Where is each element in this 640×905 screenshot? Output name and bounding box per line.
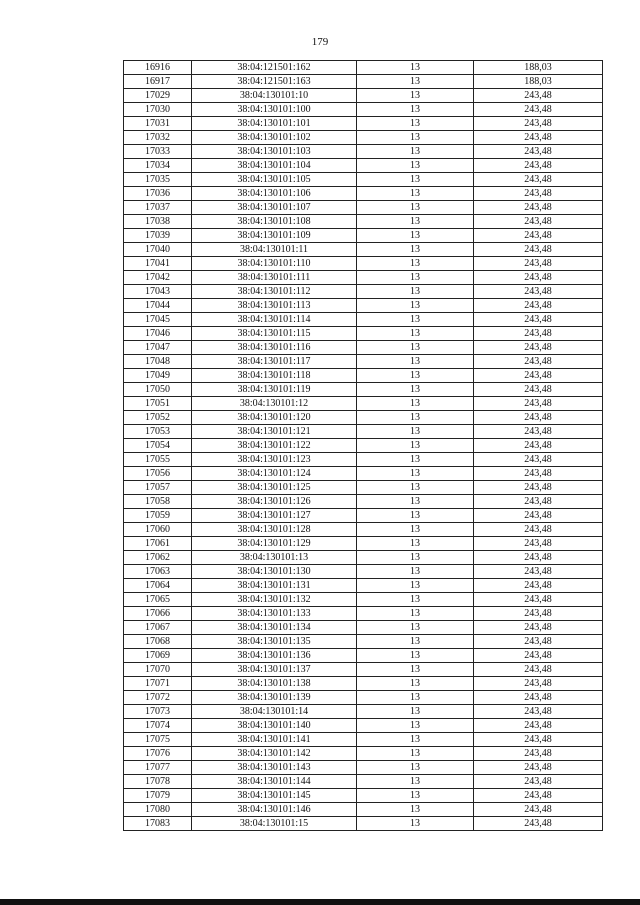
table-row xyxy=(124,75,603,89)
zone-code-cell: 13 xyxy=(357,397,474,411)
row-number-cell: 17030 xyxy=(124,103,192,117)
row-number-cell: 17055 xyxy=(124,453,192,467)
row-number-cell: 17053 xyxy=(124,425,192,439)
table-row xyxy=(124,691,603,705)
value-cell: 243,48 xyxy=(474,271,603,285)
registry-table-body xyxy=(124,61,603,831)
value-cell: 243,48 xyxy=(474,327,603,341)
zone-code-cell: 13 xyxy=(357,313,474,327)
zone-code-cell: 13 xyxy=(357,635,474,649)
cadastral-number-cell: 38:04:130101:139 xyxy=(192,691,357,705)
table-row xyxy=(124,425,603,439)
row-number-cell: 17050 xyxy=(124,383,192,397)
zone-code-cell: 13 xyxy=(357,537,474,551)
cadastral-number-cell: 38:04:130101:12 xyxy=(192,397,357,411)
cadastral-number-cell: 38:04:130101:128 xyxy=(192,523,357,537)
zone-code-cell: 13 xyxy=(357,551,474,565)
cadastral-number-cell: 38:04:130101:119 xyxy=(192,383,357,397)
row-number-cell: 17049 xyxy=(124,369,192,383)
value-cell: 243,48 xyxy=(474,201,603,215)
row-number-cell: 17059 xyxy=(124,509,192,523)
table-row xyxy=(124,621,603,635)
page-number: 179 xyxy=(311,36,329,48)
row-number-cell: 17065 xyxy=(124,593,192,607)
cadastral-number-cell: 38:04:130101:14 xyxy=(192,705,357,719)
row-number-cell: 17054 xyxy=(124,439,192,453)
row-number-cell: 17042 xyxy=(124,271,192,285)
zone-code-cell: 13 xyxy=(357,481,474,495)
zone-code-cell: 13 xyxy=(357,89,474,103)
cadastral-number-cell: 38:04:130101:125 xyxy=(192,481,357,495)
table-row xyxy=(124,789,603,803)
zone-code-cell: 13 xyxy=(357,61,474,75)
value-cell: 243,48 xyxy=(474,621,603,635)
row-number-cell: 17076 xyxy=(124,747,192,761)
cadastral-number-cell: 38:04:130101:127 xyxy=(192,509,357,523)
value-cell: 243,48 xyxy=(474,299,603,313)
value-cell: 243,48 xyxy=(474,495,603,509)
value-cell: 243,48 xyxy=(474,145,603,159)
table-row xyxy=(124,803,603,817)
table-row xyxy=(124,719,603,733)
row-number-cell: 17047 xyxy=(124,341,192,355)
row-number-cell: 17034 xyxy=(124,159,192,173)
row-number-cell: 17031 xyxy=(124,117,192,131)
table-row xyxy=(124,369,603,383)
zone-code-cell: 13 xyxy=(357,565,474,579)
row-number-cell: 17067 xyxy=(124,621,192,635)
row-number-cell: 17045 xyxy=(124,313,192,327)
table-row xyxy=(124,453,603,467)
cadastral-number-cell: 38:04:130101:133 xyxy=(192,607,357,621)
value-cell: 243,48 xyxy=(474,705,603,719)
value-cell: 243,48 xyxy=(474,817,603,831)
value-cell: 243,48 xyxy=(474,397,603,411)
row-number-cell: 17044 xyxy=(124,299,192,313)
cadastral-number-cell: 38:04:130101:11 xyxy=(192,243,357,257)
row-number-cell: 17074 xyxy=(124,719,192,733)
cadastral-number-cell: 38:04:130101:104 xyxy=(192,159,357,173)
table-row xyxy=(124,733,603,747)
row-number-cell: 17037 xyxy=(124,201,192,215)
cadastral-number-cell: 38:04:130101:135 xyxy=(192,635,357,649)
table-row xyxy=(124,439,603,453)
cadastral-number-cell: 38:04:130101:123 xyxy=(192,453,357,467)
zone-code-cell: 13 xyxy=(357,733,474,747)
value-cell: 243,48 xyxy=(474,719,603,733)
cadastral-number-cell: 38:04:130101:115 xyxy=(192,327,357,341)
zone-code-cell: 13 xyxy=(357,285,474,299)
row-number-cell: 17061 xyxy=(124,537,192,551)
value-cell: 243,48 xyxy=(474,663,603,677)
cadastral-number-cell: 38:04:130101:126 xyxy=(192,495,357,509)
table-row xyxy=(124,775,603,789)
table-row xyxy=(124,509,603,523)
value-cell: 243,48 xyxy=(474,467,603,481)
zone-code-cell: 13 xyxy=(357,663,474,677)
zone-code-cell: 13 xyxy=(357,439,474,453)
zone-code-cell: 13 xyxy=(357,173,474,187)
table-row xyxy=(124,61,603,75)
zone-code-cell: 13 xyxy=(357,341,474,355)
zone-code-cell: 13 xyxy=(357,411,474,425)
zone-code-cell: 13 xyxy=(357,621,474,635)
zone-code-cell: 13 xyxy=(357,159,474,173)
value-cell: 243,48 xyxy=(474,607,603,621)
row-number-cell: 17077 xyxy=(124,761,192,775)
cadastral-number-cell: 38:04:130101:109 xyxy=(192,229,357,243)
row-number-cell: 17048 xyxy=(124,355,192,369)
row-number-cell: 17083 xyxy=(124,817,192,831)
cadastral-number-cell: 38:04:130101:100 xyxy=(192,103,357,117)
table-row xyxy=(124,173,603,187)
cadastral-number-cell: 38:04:130101:134 xyxy=(192,621,357,635)
zone-code-cell: 13 xyxy=(357,509,474,523)
table-row xyxy=(124,327,603,341)
value-cell: 243,48 xyxy=(474,537,603,551)
value-cell: 243,48 xyxy=(474,257,603,271)
zone-code-cell: 13 xyxy=(357,145,474,159)
row-number-cell: 17070 xyxy=(124,663,192,677)
value-cell: 243,48 xyxy=(474,187,603,201)
cadastral-number-cell: 38:04:130101:103 xyxy=(192,145,357,159)
table-row xyxy=(124,705,603,719)
value-cell: 243,48 xyxy=(474,411,603,425)
zone-code-cell: 13 xyxy=(357,817,474,831)
cadastral-number-cell: 38:04:130101:143 xyxy=(192,761,357,775)
cadastral-number-cell: 38:04:130101:110 xyxy=(192,257,357,271)
cadastral-number-cell: 38:04:130101:116 xyxy=(192,341,357,355)
value-cell: 188,03 xyxy=(474,75,603,89)
zone-code-cell: 13 xyxy=(357,523,474,537)
row-number-cell: 17078 xyxy=(124,775,192,789)
zone-code-cell: 13 xyxy=(357,747,474,761)
table-row xyxy=(124,131,603,145)
value-cell: 243,48 xyxy=(474,649,603,663)
zone-code-cell: 13 xyxy=(357,229,474,243)
cadastral-number-cell: 38:04:130101:142 xyxy=(192,747,357,761)
row-number-cell: 17066 xyxy=(124,607,192,621)
value-cell: 243,48 xyxy=(474,117,603,131)
zone-code-cell: 13 xyxy=(357,803,474,817)
table-row xyxy=(124,747,603,761)
value-cell: 243,48 xyxy=(474,285,603,299)
cadastral-number-cell: 38:04:130101:107 xyxy=(192,201,357,215)
table-row xyxy=(124,411,603,425)
row-number-cell: 17079 xyxy=(124,789,192,803)
cadastral-number-cell: 38:04:130101:111 xyxy=(192,271,357,285)
table-row xyxy=(124,579,603,593)
value-cell: 243,48 xyxy=(474,159,603,173)
table-row xyxy=(124,397,603,411)
value-cell: 243,48 xyxy=(474,593,603,607)
cadastral-number-cell: 38:04:121501:163 xyxy=(192,75,357,89)
value-cell: 243,48 xyxy=(474,761,603,775)
table-row xyxy=(124,677,603,691)
value-cell: 243,48 xyxy=(474,551,603,565)
zone-code-cell: 13 xyxy=(357,327,474,341)
row-number-cell: 17043 xyxy=(124,285,192,299)
cadastral-number-cell: 38:04:130101:140 xyxy=(192,719,357,733)
zone-code-cell: 13 xyxy=(357,453,474,467)
table-row xyxy=(124,229,603,243)
zone-code-cell: 13 xyxy=(357,649,474,663)
zone-code-cell: 13 xyxy=(357,719,474,733)
cadastral-number-cell: 38:04:130101:131 xyxy=(192,579,357,593)
row-number-cell: 17039 xyxy=(124,229,192,243)
value-cell: 243,48 xyxy=(474,733,603,747)
cadastral-number-cell: 38:04:130101:112 xyxy=(192,285,357,299)
row-number-cell: 16916 xyxy=(124,61,192,75)
value-cell: 243,48 xyxy=(474,89,603,103)
zone-code-cell: 13 xyxy=(357,495,474,509)
zone-code-cell: 13 xyxy=(357,75,474,89)
zone-code-cell: 13 xyxy=(357,131,474,145)
cadastral-number-cell: 38:04:130101:145 xyxy=(192,789,357,803)
row-number-cell: 17057 xyxy=(124,481,192,495)
row-number-cell: 17033 xyxy=(124,145,192,159)
value-cell: 243,48 xyxy=(474,775,603,789)
row-number-cell: 17069 xyxy=(124,649,192,663)
value-cell: 243,48 xyxy=(474,677,603,691)
value-cell: 243,48 xyxy=(474,369,603,383)
value-cell: 243,48 xyxy=(474,383,603,397)
zone-code-cell: 13 xyxy=(357,215,474,229)
cadastral-number-cell: 38:04:130101:114 xyxy=(192,313,357,327)
row-number-cell: 17072 xyxy=(124,691,192,705)
cadastral-number-cell: 38:04:130101:138 xyxy=(192,677,357,691)
table-row xyxy=(124,313,603,327)
value-cell: 243,48 xyxy=(474,131,603,145)
row-number-cell: 17029 xyxy=(124,89,192,103)
table-row xyxy=(124,649,603,663)
zone-code-cell: 13 xyxy=(357,383,474,397)
value-cell: 243,48 xyxy=(474,103,603,117)
zone-code-cell: 13 xyxy=(357,705,474,719)
cadastral-number-cell: 38:04:130101:144 xyxy=(192,775,357,789)
cadastral-number-cell: 38:04:121501:162 xyxy=(192,61,357,75)
row-number-cell: 17064 xyxy=(124,579,192,593)
zone-code-cell: 13 xyxy=(357,257,474,271)
table-row xyxy=(124,635,603,649)
table-row xyxy=(124,159,603,173)
row-number-cell: 17035 xyxy=(124,173,192,187)
cadastral-number-cell: 38:04:130101:102 xyxy=(192,131,357,145)
table-row xyxy=(124,103,603,117)
cadastral-number-cell: 38:04:130101:113 xyxy=(192,299,357,313)
cadastral-number-cell: 38:04:130101:129 xyxy=(192,537,357,551)
row-number-cell: 17041 xyxy=(124,257,192,271)
table-row xyxy=(124,201,603,215)
row-number-cell: 17060 xyxy=(124,523,192,537)
zone-code-cell: 13 xyxy=(357,789,474,803)
cadastral-number-cell: 38:04:130101:106 xyxy=(192,187,357,201)
cadastral-number-cell: 38:04:130101:122 xyxy=(192,439,357,453)
value-cell: 243,48 xyxy=(474,509,603,523)
cadastral-number-cell: 38:04:130101:101 xyxy=(192,117,357,131)
table-row xyxy=(124,481,603,495)
zone-code-cell: 13 xyxy=(357,117,474,131)
zone-code-cell: 13 xyxy=(357,103,474,117)
value-cell: 243,48 xyxy=(474,243,603,257)
value-cell: 243,48 xyxy=(474,313,603,327)
value-cell: 243,48 xyxy=(474,439,603,453)
value-cell: 188,03 xyxy=(474,61,603,75)
row-number-cell: 17062 xyxy=(124,551,192,565)
zone-code-cell: 13 xyxy=(357,467,474,481)
table-row xyxy=(124,551,603,565)
value-cell: 243,48 xyxy=(474,355,603,369)
zone-code-cell: 13 xyxy=(357,607,474,621)
value-cell: 243,48 xyxy=(474,803,603,817)
table-row xyxy=(124,89,603,103)
row-number-cell: 17040 xyxy=(124,243,192,257)
row-number-cell: 17058 xyxy=(124,495,192,509)
zone-code-cell: 13 xyxy=(357,593,474,607)
zone-code-cell: 13 xyxy=(357,691,474,705)
registry-table xyxy=(123,60,603,831)
row-number-cell: 16917 xyxy=(124,75,192,89)
table-row xyxy=(124,145,603,159)
table-row xyxy=(124,761,603,775)
zone-code-cell: 13 xyxy=(357,761,474,775)
zone-code-cell: 13 xyxy=(357,355,474,369)
table-row xyxy=(124,607,603,621)
row-number-cell: 17071 xyxy=(124,677,192,691)
cadastral-number-cell: 38:04:130101:141 xyxy=(192,733,357,747)
table-row xyxy=(124,537,603,551)
cadastral-number-cell: 38:04:130101:118 xyxy=(192,369,357,383)
table-row xyxy=(124,117,603,131)
zone-code-cell: 13 xyxy=(357,425,474,439)
cadastral-number-cell: 38:04:130101:13 xyxy=(192,551,357,565)
table-row xyxy=(124,187,603,201)
table-row xyxy=(124,355,603,369)
value-cell: 243,48 xyxy=(474,747,603,761)
zone-code-cell: 13 xyxy=(357,201,474,215)
value-cell: 243,48 xyxy=(474,425,603,439)
row-number-cell: 17075 xyxy=(124,733,192,747)
zone-code-cell: 13 xyxy=(357,299,474,313)
row-number-cell: 17056 xyxy=(124,467,192,481)
table-row xyxy=(124,565,603,579)
zone-code-cell: 13 xyxy=(357,579,474,593)
cadastral-number-cell: 38:04:130101:117 xyxy=(192,355,357,369)
row-number-cell: 17063 xyxy=(124,565,192,579)
row-number-cell: 17080 xyxy=(124,803,192,817)
cadastral-number-cell: 38:04:130101:120 xyxy=(192,411,357,425)
zone-code-cell: 13 xyxy=(357,243,474,257)
table-row xyxy=(124,341,603,355)
table-row xyxy=(124,523,603,537)
table-row xyxy=(124,299,603,313)
table-row xyxy=(124,663,603,677)
value-cell: 243,48 xyxy=(474,579,603,593)
table-row xyxy=(124,257,603,271)
table-row xyxy=(124,593,603,607)
row-number-cell: 17032 xyxy=(124,131,192,145)
value-cell: 243,48 xyxy=(474,173,603,187)
zone-code-cell: 13 xyxy=(357,187,474,201)
table-row xyxy=(124,215,603,229)
cadastral-number-cell: 38:04:130101:108 xyxy=(192,215,357,229)
cadastral-number-cell: 38:04:130101:132 xyxy=(192,593,357,607)
cadastral-number-cell: 38:04:130101:146 xyxy=(192,803,357,817)
row-number-cell: 17036 xyxy=(124,187,192,201)
value-cell: 243,48 xyxy=(474,229,603,243)
cadastral-number-cell: 38:04:130101:124 xyxy=(192,467,357,481)
table-row xyxy=(124,383,603,397)
row-number-cell: 17038 xyxy=(124,215,192,229)
cadastral-number-cell: 38:04:130101:136 xyxy=(192,649,357,663)
cadastral-number-cell: 38:04:130101:10 xyxy=(192,89,357,103)
table-row xyxy=(124,271,603,285)
bottom-scan-edge xyxy=(0,899,640,905)
value-cell: 243,48 xyxy=(474,481,603,495)
cadastral-number-cell: 38:04:130101:130 xyxy=(192,565,357,579)
row-number-cell: 17052 xyxy=(124,411,192,425)
zone-code-cell: 13 xyxy=(357,677,474,691)
row-number-cell: 17073 xyxy=(124,705,192,719)
value-cell: 243,48 xyxy=(474,635,603,649)
row-number-cell: 17051 xyxy=(124,397,192,411)
value-cell: 243,48 xyxy=(474,523,603,537)
value-cell: 243,48 xyxy=(474,215,603,229)
value-cell: 243,48 xyxy=(474,453,603,467)
table-row xyxy=(124,817,603,831)
table-row xyxy=(124,285,603,299)
zone-code-cell: 13 xyxy=(357,775,474,789)
cadastral-number-cell: 38:04:130101:121 xyxy=(192,425,357,439)
table-row xyxy=(124,467,603,481)
table-row xyxy=(124,243,603,257)
table-row xyxy=(124,495,603,509)
zone-code-cell: 13 xyxy=(357,271,474,285)
value-cell: 243,48 xyxy=(474,565,603,579)
row-number-cell: 17068 xyxy=(124,635,192,649)
cadastral-number-cell: 38:04:130101:105 xyxy=(192,173,357,187)
value-cell: 243,48 xyxy=(474,691,603,705)
zone-code-cell: 13 xyxy=(357,369,474,383)
value-cell: 243,48 xyxy=(474,789,603,803)
row-number-cell: 17046 xyxy=(124,327,192,341)
cadastral-number-cell: 38:04:130101:15 xyxy=(192,817,357,831)
cadastral-number-cell: 38:04:130101:137 xyxy=(192,663,357,677)
value-cell: 243,48 xyxy=(474,341,603,355)
